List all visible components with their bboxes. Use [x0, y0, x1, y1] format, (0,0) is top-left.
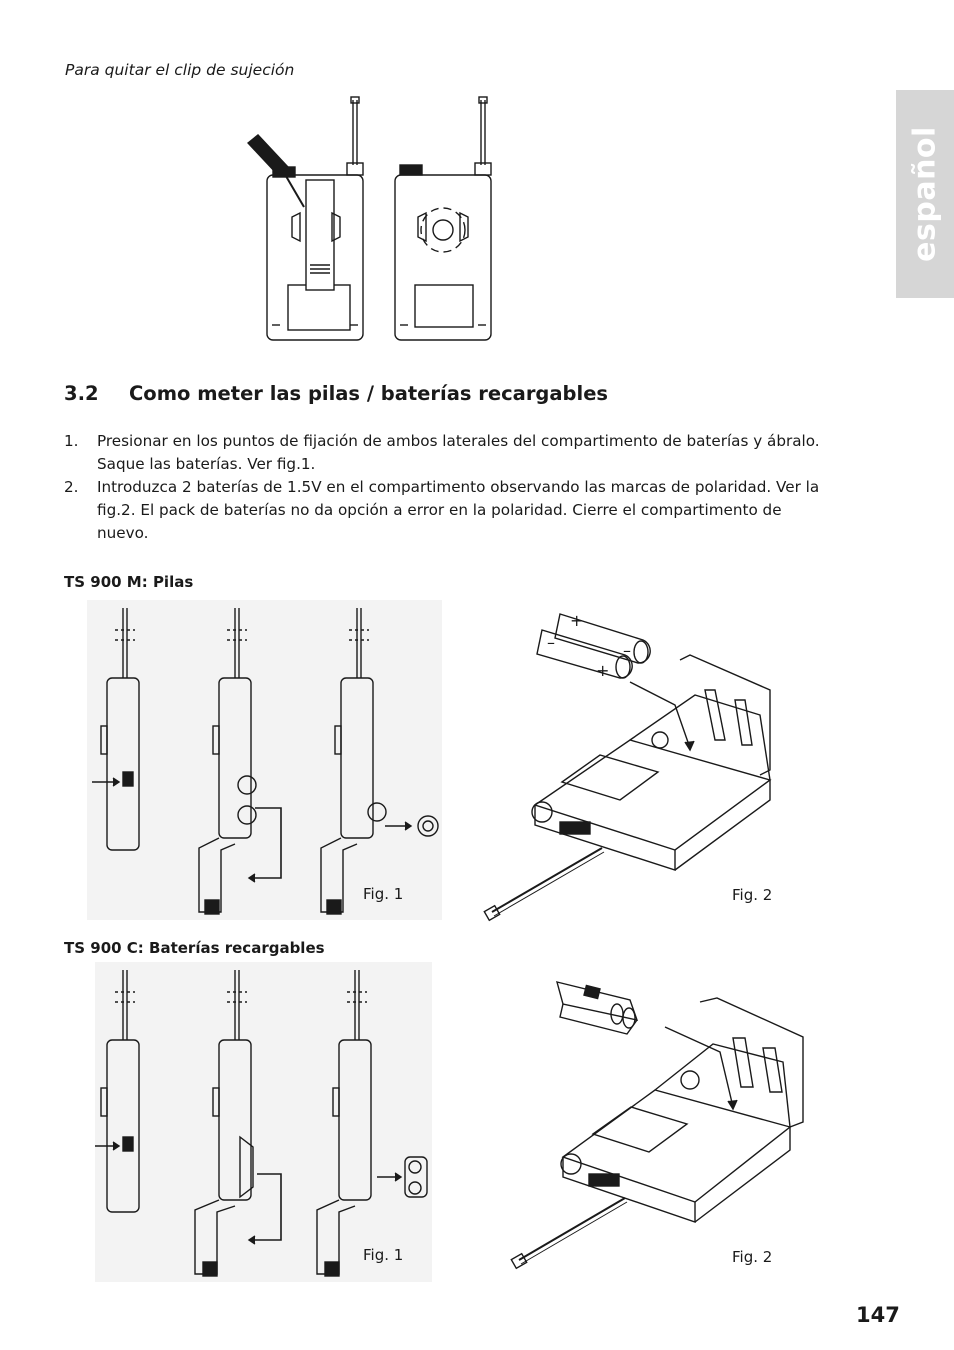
clip-removal-illustration	[240, 95, 500, 350]
ts900c-fig1-drawing	[95, 962, 432, 1282]
step-text: Introduzca 2 baterías de 1.5V en el compartimento observando las marcas de polaridad. Ver la fig.2. El pack de baterías no da opción a error en la polaridad. Cierre el compartimento de nuevo.	[97, 478, 820, 542]
language-tab-label: español	[907, 126, 943, 262]
list-item	[64, 430, 834, 476]
page-number: 147	[856, 1303, 900, 1327]
ts900m-title: TS 900 M: Pilas	[64, 573, 194, 591]
transmitter-side-battery-out	[321, 608, 438, 914]
ts900c-fig2-label: Fig. 2	[732, 1248, 773, 1266]
transmitter-side-open	[199, 608, 281, 914]
section-number: 3.2	[64, 382, 99, 405]
transmitter-side-closed	[95, 970, 139, 1212]
section-heading	[64, 382, 608, 405]
transmitter-open-compartment	[532, 655, 770, 870]
battery-minus-bottom: –	[547, 633, 555, 652]
rechargeable-battery-pack	[557, 982, 637, 1034]
list-item	[64, 476, 834, 545]
ts900m-fig1-label: Fig. 1	[363, 885, 404, 903]
battery-plus-bottom: +	[596, 661, 610, 680]
ts900m-fig1-panel	[87, 600, 442, 920]
ts900c-fig2-drawing	[505, 962, 815, 1282]
transmitter-side-battery-out	[317, 970, 427, 1276]
transmitter-open-compartment	[561, 998, 803, 1222]
battery-plus-top: +	[570, 611, 584, 630]
language-tab	[896, 90, 954, 298]
instruction-steps	[64, 430, 834, 545]
ts900c-title: TS 900 C: Baterías recargables	[64, 939, 325, 957]
ts900m-fig2-drawing	[480, 600, 790, 925]
ts900c-fig1-label: Fig. 1	[363, 1246, 404, 1264]
transmitter-back-with-clip	[267, 97, 363, 340]
ts900m-fig2-label: Fig. 2	[732, 886, 773, 904]
transmitter-side-open	[195, 970, 281, 1276]
section-title: Como meter las pilas / baterías recargables	[129, 382, 609, 405]
ts900m-fig1-drawing	[87, 600, 442, 920]
step-number: 1.	[64, 432, 79, 450]
step-text: Presionar en los puntos de fijación de ambos laterales del compartimento de baterías y ábralo. Saque las baterías. Ver fig.1.	[97, 432, 820, 473]
clip-removal-caption: Para quitar el clip de sujeción	[65, 61, 295, 79]
transmitter-back-without-clip	[395, 97, 491, 340]
battery-minus-top: –	[623, 641, 631, 660]
ts900c-fig1-panel	[95, 962, 432, 1282]
step-number: 2.	[64, 478, 79, 496]
transmitter-side-closed	[92, 608, 139, 850]
